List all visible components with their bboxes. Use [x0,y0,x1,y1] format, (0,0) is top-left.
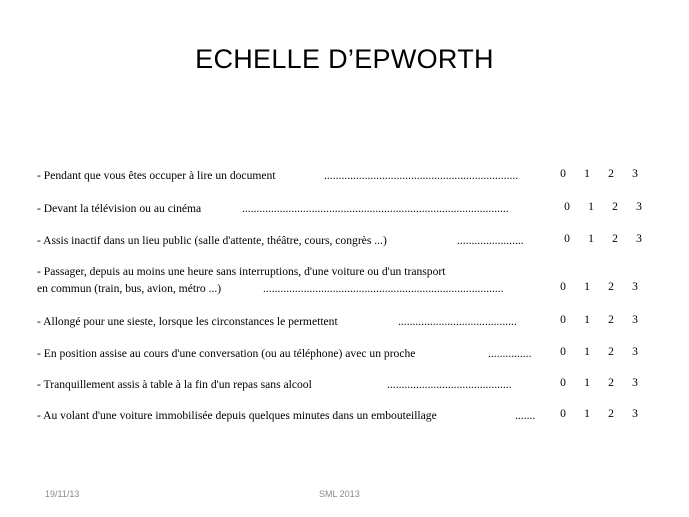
item-text: - Assis inactif dans un lieu public (salle d'attente, théâtre, cours, congrès ...) [37,234,387,247]
item-dots: ............................................................................................ [242,202,509,215]
score-3: 3 [632,167,638,180]
item-text: - En position assise au cours d'une conversation (ou au téléphone) avec un proche [37,347,416,360]
score-3: 3 [636,200,642,213]
score-2: 2 [608,167,614,180]
score-2: 2 [612,200,618,213]
list-item [37,313,542,330]
score-0: 0 [564,200,570,213]
score-0: 0 [560,407,566,420]
item-dots: ............... [488,347,532,360]
score-options [551,167,647,180]
score-1: 1 [584,280,590,293]
list-item [37,345,542,362]
score-0: 0 [560,280,566,293]
score-0: 0 [560,376,566,389]
score-options [551,280,647,293]
score-0: 0 [560,313,566,326]
score-3: 3 [636,232,642,245]
score-0: 0 [560,167,566,180]
score-3: 3 [632,313,638,326]
score-options [555,200,651,213]
item-dots: ......................................... [398,315,517,328]
list-item [37,167,547,184]
score-1: 1 [588,232,594,245]
item-text: - Tranquillement assis à table à la fin d'un repas sans alcool [37,378,312,391]
score-1: 1 [584,167,590,180]
score-2: 2 [608,280,614,293]
item-text: en commun (train, bus, avion, métro ...) [37,282,222,295]
slide-title: ECHELLE D’EPWORTH [195,44,494,74]
score-options [551,313,647,326]
item-dots: ....................... [457,234,524,247]
score-1: 1 [584,313,590,326]
score-3: 3 [632,280,638,293]
score-3: 3 [632,345,638,358]
score-options [551,407,647,420]
score-0: 0 [564,232,570,245]
item-dots: ................................................................... [324,169,519,182]
item-dots: ................................................................................... [263,282,504,295]
item-text: - Au volant d'une voiture immobilisée depuis quelques minutes dans un embouteillage [37,409,437,422]
score-3: 3 [632,407,638,420]
list-item [37,200,537,217]
item-dots: ....... [515,409,536,422]
score-3: 3 [632,376,638,389]
list-item [37,376,542,393]
score-options [555,232,651,245]
score-options [551,376,647,389]
footer-date: 19/11/13 [45,489,80,499]
score-1: 1 [588,200,594,213]
score-2: 2 [608,376,614,389]
score-2: 2 [608,345,614,358]
list-item [37,232,537,249]
score-2: 2 [612,232,618,245]
item-text-line1: - Passager, depuis au moins une heure sans interruptions, d'une voiture ou d'un transport [37,265,446,278]
score-2: 2 [608,313,614,326]
score-1: 1 [584,345,590,358]
footer-center: SML 2013 [319,489,360,499]
list-item [37,263,542,297]
score-options [551,345,647,358]
score-1: 1 [584,407,590,420]
item-dots: ........................................... [387,378,512,391]
item-text: - Allongé pour une sieste, lorsque les circonstances le permettent [37,315,338,328]
score-0: 0 [560,345,566,358]
list-item [37,407,542,424]
score-1: 1 [584,376,590,389]
score-2: 2 [608,407,614,420]
item-text: - Devant la télévision ou au cinéma [37,202,202,215]
item-text: - Pendant que vous êtes occuper à lire un document [37,169,276,182]
